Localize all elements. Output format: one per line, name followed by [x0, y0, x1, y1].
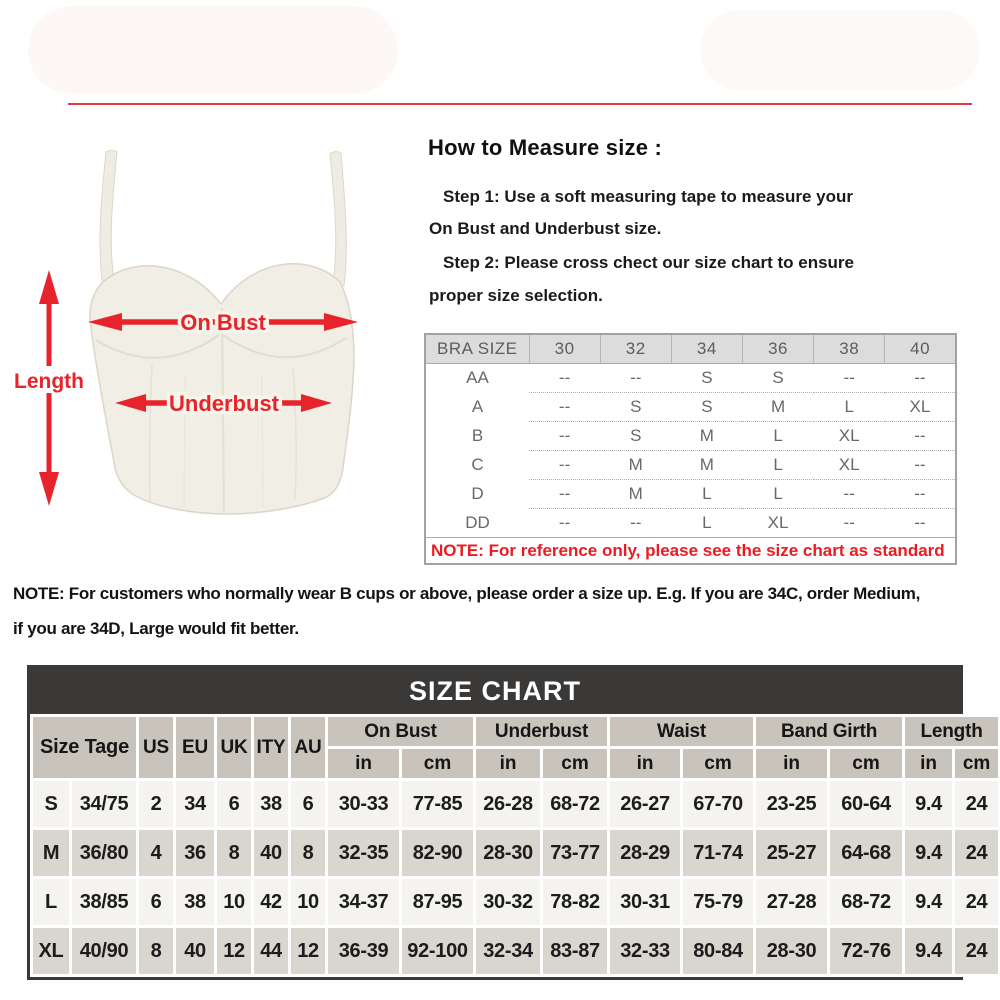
unit-in-header: in [905, 749, 952, 778]
bra-size-cell: M [600, 451, 671, 480]
length-header: Length [905, 717, 998, 746]
customer-note-line2: if you are 34D, Large would fit better. [13, 619, 299, 638]
size-cell: 9.4 [905, 781, 952, 827]
bra-size-cell: XL [814, 451, 885, 480]
size-cell: 60-64 [830, 781, 902, 827]
size-cell: 42 [254, 879, 288, 925]
cup-label: C [425, 451, 529, 480]
size-tag-value: 38/85 [72, 879, 136, 925]
bra-size-cell: L [742, 451, 813, 480]
size-cell: 32-34 [476, 928, 540, 974]
bra-size-cell: -- [600, 509, 671, 538]
size-cell: 8 [217, 830, 251, 876]
bra-size-cell: -- [885, 509, 956, 538]
size-cell: 24 [955, 830, 998, 876]
bra-size-cell: -- [885, 364, 956, 393]
size-cell: 36 [176, 830, 214, 876]
on-bust-label: On Bust [180, 310, 266, 335]
size-chart-title: SIZE CHART [30, 668, 960, 714]
size-cell: 40 [176, 928, 214, 974]
size-cell: 10 [217, 879, 251, 925]
size-cell: 24 [955, 928, 998, 974]
bra-size-cell: -- [814, 364, 885, 393]
size-cell: 23-25 [756, 781, 827, 827]
size-label: L [33, 879, 69, 925]
band-36-header: 36 [742, 334, 813, 364]
cup-row-c [425, 451, 956, 480]
size-cell: 32-35 [328, 830, 399, 876]
size-cell: 6 [291, 781, 325, 827]
size-cell: 28-29 [610, 830, 680, 876]
cup-row-a [425, 393, 956, 422]
bra-size-cell: M [742, 393, 813, 422]
unit-in-header: in [328, 749, 399, 778]
size-cell: 92-100 [402, 928, 473, 974]
uk-header: UK [217, 717, 251, 778]
cup-row-dd [425, 509, 956, 538]
band-32-header: 32 [600, 334, 671, 364]
underbust-header: Underbust [476, 717, 607, 746]
size-tag-value: 36/80 [72, 830, 136, 876]
eu-header: EU [176, 717, 214, 778]
size-cell: 30-33 [328, 781, 399, 827]
length-label: Length [14, 370, 84, 393]
size-cell: 80-84 [683, 928, 753, 974]
size-cell: 32-33 [610, 928, 680, 974]
bra-size-cell: -- [529, 422, 600, 451]
how-to-measure-title: How to Measure size : [428, 135, 663, 160]
unit-cm-header: cm [402, 749, 473, 778]
customer-note-line1: NOTE: For customers who normally wear B cups or above, please order a size up. E.g. If you are 34C, order Medium, [13, 584, 921, 603]
cup-label: A [425, 393, 529, 422]
bra-size-cell: -- [814, 480, 885, 509]
step1-line2: On Bust and Underbust size. [429, 219, 662, 238]
size-tag-value: 34/75 [72, 781, 136, 827]
size-tag-header: Size Tage [33, 717, 136, 778]
size-cell: 2 [139, 781, 173, 827]
size-row-m [33, 830, 998, 876]
underbust-label: Underbust [169, 391, 279, 416]
bra-table-note: NOTE: For reference only, please see the size chart as standard [425, 538, 956, 565]
size-row-l [33, 879, 998, 925]
size-row-xl [33, 928, 998, 974]
length-arrowhead-bottom [39, 472, 59, 506]
band-30-header: 30 [529, 334, 600, 364]
band-girth-header: Band Girth [756, 717, 902, 746]
size-cell: 77-85 [402, 781, 473, 827]
size-cell: 9.4 [905, 830, 952, 876]
cup-label: DD [425, 509, 529, 538]
bra-size-cell: -- [529, 451, 600, 480]
bra-size-cell: S [600, 422, 671, 451]
cup-label: D [425, 480, 529, 509]
unit-in-header: in [610, 749, 680, 778]
bra-size-cell: L [742, 422, 813, 451]
bra-size-cell: -- [600, 364, 671, 393]
bra-table-note-row [425, 538, 956, 565]
bra-right-strap [330, 152, 346, 286]
size-cell: 40 [254, 830, 288, 876]
size-cell: 26-27 [610, 781, 680, 827]
size-cell: 25-27 [756, 830, 827, 876]
size-chart-table [30, 714, 1000, 977]
bra-size-cell: -- [529, 364, 600, 393]
step2-line2: proper size selection. [429, 286, 603, 305]
bra-size-cell: L [742, 480, 813, 509]
size-cell: 38 [176, 879, 214, 925]
bra-size-cell: -- [814, 509, 885, 538]
size-cell: 9.4 [905, 879, 952, 925]
size-cell: 24 [955, 781, 998, 827]
size-cell: 68-72 [543, 781, 607, 827]
size-cell: 75-79 [683, 879, 753, 925]
size-chart-group-header-row [33, 717, 998, 746]
bra-size-cell: -- [529, 509, 600, 538]
us-header: US [139, 717, 173, 778]
waist-header: Waist [610, 717, 753, 746]
bra-size-cell: -- [529, 480, 600, 509]
size-chart [27, 665, 991, 980]
size-cell: 9.4 [905, 928, 952, 974]
unit-in-header: in [476, 749, 540, 778]
cup-row-b [425, 422, 956, 451]
bra-size-header-row [425, 334, 956, 364]
band-38-header: 38 [814, 334, 885, 364]
size-cell: 64-68 [830, 830, 902, 876]
size-label: M [33, 830, 69, 876]
unit-cm-header: cm [955, 749, 998, 778]
bra-size-cell: L [671, 480, 742, 509]
unit-cm-header: cm [683, 749, 753, 778]
size-cell: 8 [291, 830, 325, 876]
customer-note [13, 576, 920, 646]
size-cell: 27-28 [756, 879, 827, 925]
size-row-s [33, 781, 998, 827]
length-arrowhead-top [39, 270, 59, 304]
size-cell: 68-72 [830, 879, 902, 925]
bra-size-cell: -- [885, 451, 956, 480]
bra-size-cell: XL [742, 509, 813, 538]
size-cell: 12 [217, 928, 251, 974]
bra-size-cell: L [671, 509, 742, 538]
size-cell: 6 [139, 879, 173, 925]
size-cell: 26-28 [476, 781, 540, 827]
step2-line1: Step 2: Please cross chect our size chart to ensure [443, 253, 854, 272]
bra-size-cell: S [600, 393, 671, 422]
size-tag-value: 40/90 [72, 928, 136, 974]
bra-left-strap [100, 151, 117, 289]
bra-size-cell: XL [814, 422, 885, 451]
size-cell: 4 [139, 830, 173, 876]
bra-size-header: BRA SIZE [425, 334, 529, 364]
size-cell: 28-30 [476, 830, 540, 876]
bra-size-cell: M [671, 422, 742, 451]
size-cell: 6 [217, 781, 251, 827]
band-34-header: 34 [671, 334, 742, 364]
size-cell: 44 [254, 928, 288, 974]
size-cell: 87-95 [402, 879, 473, 925]
band-40-header: 40 [885, 334, 956, 364]
size-cell: 78-82 [543, 879, 607, 925]
size-cell: 36-39 [328, 928, 399, 974]
on-bust-header: On Bust [328, 717, 473, 746]
size-cell: 34-37 [328, 879, 399, 925]
size-label: XL [33, 928, 69, 974]
bra-size-cell: L [814, 393, 885, 422]
cup-label: B [425, 422, 529, 451]
size-cell: 71-74 [683, 830, 753, 876]
size-cell: 83-87 [543, 928, 607, 974]
bra-size-cell: S [671, 393, 742, 422]
size-cell: 34 [176, 781, 214, 827]
size-cell: 30-32 [476, 879, 540, 925]
size-cell: 28-30 [756, 928, 827, 974]
bra-size-cell: -- [885, 422, 956, 451]
bra-size-cell: XL [885, 393, 956, 422]
unit-cm-header: cm [543, 749, 607, 778]
au-header: AU [291, 717, 325, 778]
cup-row-aa [425, 364, 956, 393]
size-cell: 10 [291, 879, 325, 925]
bra-size-cell: M [671, 451, 742, 480]
size-cell: 38 [254, 781, 288, 827]
bra-size-table [424, 333, 957, 565]
cup-row-d [425, 480, 956, 509]
size-cell: 82-90 [402, 830, 473, 876]
background-tint-right [700, 10, 980, 90]
bra-size-cell: -- [529, 393, 600, 422]
bra-size-cell: M [600, 480, 671, 509]
size-cell: 8 [139, 928, 173, 974]
ity-header: ITY [254, 717, 288, 778]
background-tint-left [28, 6, 398, 94]
top-red-divider [68, 103, 972, 105]
unit-in-header: in [756, 749, 827, 778]
bra-size-cell: S [742, 364, 813, 393]
bra-size-cell: -- [885, 480, 956, 509]
bra-size-cell: S [671, 364, 742, 393]
size-cell: 73-77 [543, 830, 607, 876]
cup-label: AA [425, 364, 529, 393]
size-cell: 67-70 [683, 781, 753, 827]
size-label: S [33, 781, 69, 827]
size-cell: 72-76 [830, 928, 902, 974]
size-cell: 30-31 [610, 879, 680, 925]
size-cell: 12 [291, 928, 325, 974]
size-cell: 24 [955, 879, 998, 925]
unit-cm-header: cm [830, 749, 902, 778]
step1-line1: Step 1: Use a soft measuring tape to measure your [443, 187, 854, 206]
measurement-illustration [0, 130, 400, 542]
